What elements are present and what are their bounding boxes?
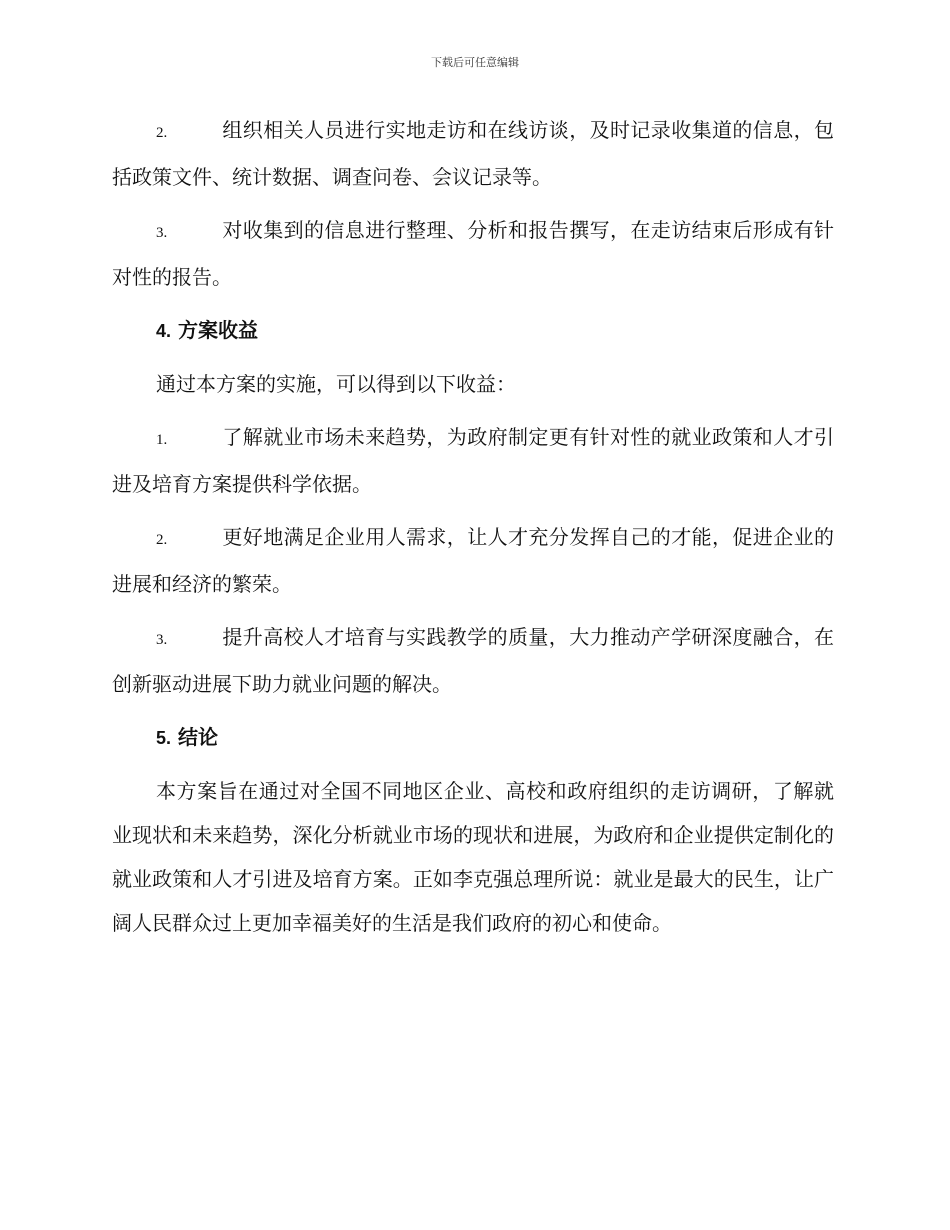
list-item: [112, 515, 834, 606]
list-item-text: 更好地满足企业用人需求，让人才充分发挥自己的才能，促进企业的进展和经济的繁荣。: [112, 525, 834, 596]
list-item-text: 组织相关人员进行实地走访和在线访谈，及时记录收集道的信息，包括政策文件、统计数据、调查问卷、会议记录等。: [112, 118, 834, 189]
section-number: 4.: [156, 321, 172, 341]
conclusion-paragraph: 本方案旨在通过对全国不同地区企业、高校和政府组织的走访调研，了解就业现状和未来趋势，深化分析就业市场的现状和进展，为政府和企业提供定制化的就业政策和人才引进及培育方案。正如李克强总理所说：就业是最大的民生，让广阔人民群众过上更加幸福美好的生活是我们政府的初心和使命。: [112, 779, 834, 935]
list-item: [112, 208, 834, 299]
list-item: [112, 108, 834, 199]
list-item-number: 3.: [156, 632, 168, 648]
list-item-number: 2.: [156, 125, 168, 141]
list-item-text: 提升高校人才培育与实践教学的质量，大力推动产学研深度融合，在创新驱动进展下助力就业问题的解决。: [112, 625, 834, 696]
section-intro: 通过本方案的实施，可以得到以下收益：: [156, 372, 516, 396]
list-item-number: 2.: [156, 532, 168, 548]
list-item-text: 对收集到的信息进行整理、分析和报告撰写，在走访结束后形成有针对性的报告。: [112, 218, 834, 289]
document-body: [112, 108, 834, 954]
section-heading-conclusion: [112, 715, 834, 760]
list-item-text: 了解就业市场未来趋势，为政府制定更有针对性的就业政策和人才引进及培育方案提供科学依据。: [112, 425, 834, 496]
section-title: 方案收益: [177, 318, 258, 342]
list-item-number: 3.: [156, 225, 168, 241]
list-item: [112, 415, 834, 506]
section-number: 5.: [156, 728, 172, 748]
list-item: [112, 615, 834, 706]
page-header: 下载后可任意编辑: [431, 56, 519, 69]
list-item-number: 1.: [156, 432, 168, 448]
section-title: 结论: [177, 725, 218, 749]
section-heading-benefits: [112, 308, 834, 353]
